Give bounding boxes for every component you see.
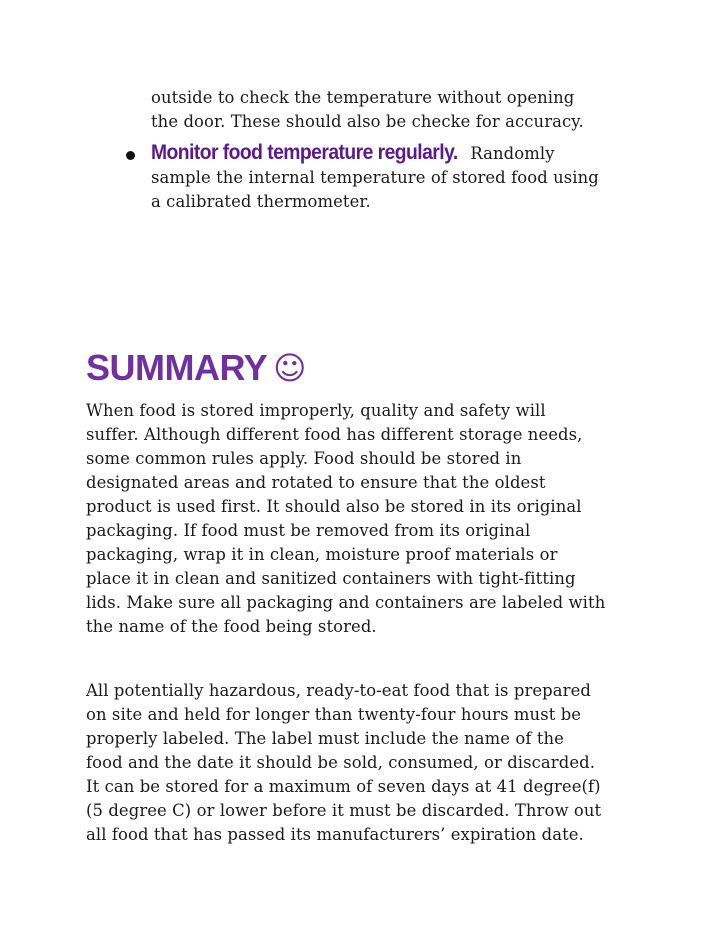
text-line: a calibrated thermometer. (151, 192, 371, 211)
text-line: the name of the food being stored. (86, 617, 377, 636)
text-line: all food that has passed its manufacturers’ expiration date. (86, 825, 584, 844)
summary-paragraph-1 (86, 399, 656, 639)
smiley-face-icon: ☺ (273, 349, 307, 387)
text-line: When food is stored improperly, quality and safety will (86, 401, 546, 420)
summary-paragraph-2 (86, 679, 656, 847)
text-line: place it in clean and sanitized containers with tight-fitting (86, 569, 576, 588)
text-line: All potentially hazardous, ready-to-eat food that is prepared (86, 681, 591, 700)
text-line: sample the internal temperature of stored food using (151, 168, 599, 187)
text-line: outside to check the temperature without opening (151, 88, 575, 107)
text-line: some common rules apply. Food should be stored in (86, 449, 522, 468)
text-line: (5 degree C) or lower before it must be discarded. Throw out (86, 801, 602, 820)
text-line: product is used first. It should also be stored in its original (86, 497, 582, 516)
bullet-first-line (151, 141, 671, 166)
text-line: designated areas and rotated to ensure that the oldest (86, 473, 546, 492)
continued-bullet-text (151, 86, 671, 134)
summary-heading (86, 346, 306, 390)
text-line: on site and held for longer than twenty-four hours must be (86, 705, 582, 724)
bullet-dot-icon (126, 151, 135, 160)
text-line: food and the date it should be sold, consumed, or discarded. (86, 753, 596, 772)
bullet-item-monitor-temperature (151, 141, 671, 214)
text-line: packaging. If food must be removed from its original (86, 521, 531, 540)
text-line: packaging, wrap it in clean, moisture proof materials or (86, 545, 558, 564)
text-line: lids. Make sure all packaging and containers are labeled with (86, 593, 606, 612)
text-line: properly labeled. The label must include the name of the (86, 729, 564, 748)
text-line: It can be stored for a maximum of seven days at 41 degree(f) (86, 777, 601, 796)
bullet-bold-label: Monitor food temperature regularly. (151, 141, 458, 164)
text-line: suffer. Although different food has different storage needs, (86, 425, 583, 444)
text-line: the door. These should also be checke for accuracy. (151, 112, 584, 131)
summary-heading-text: SUMMARY (86, 347, 268, 388)
bullet-text-start: Randomly (470, 144, 555, 163)
